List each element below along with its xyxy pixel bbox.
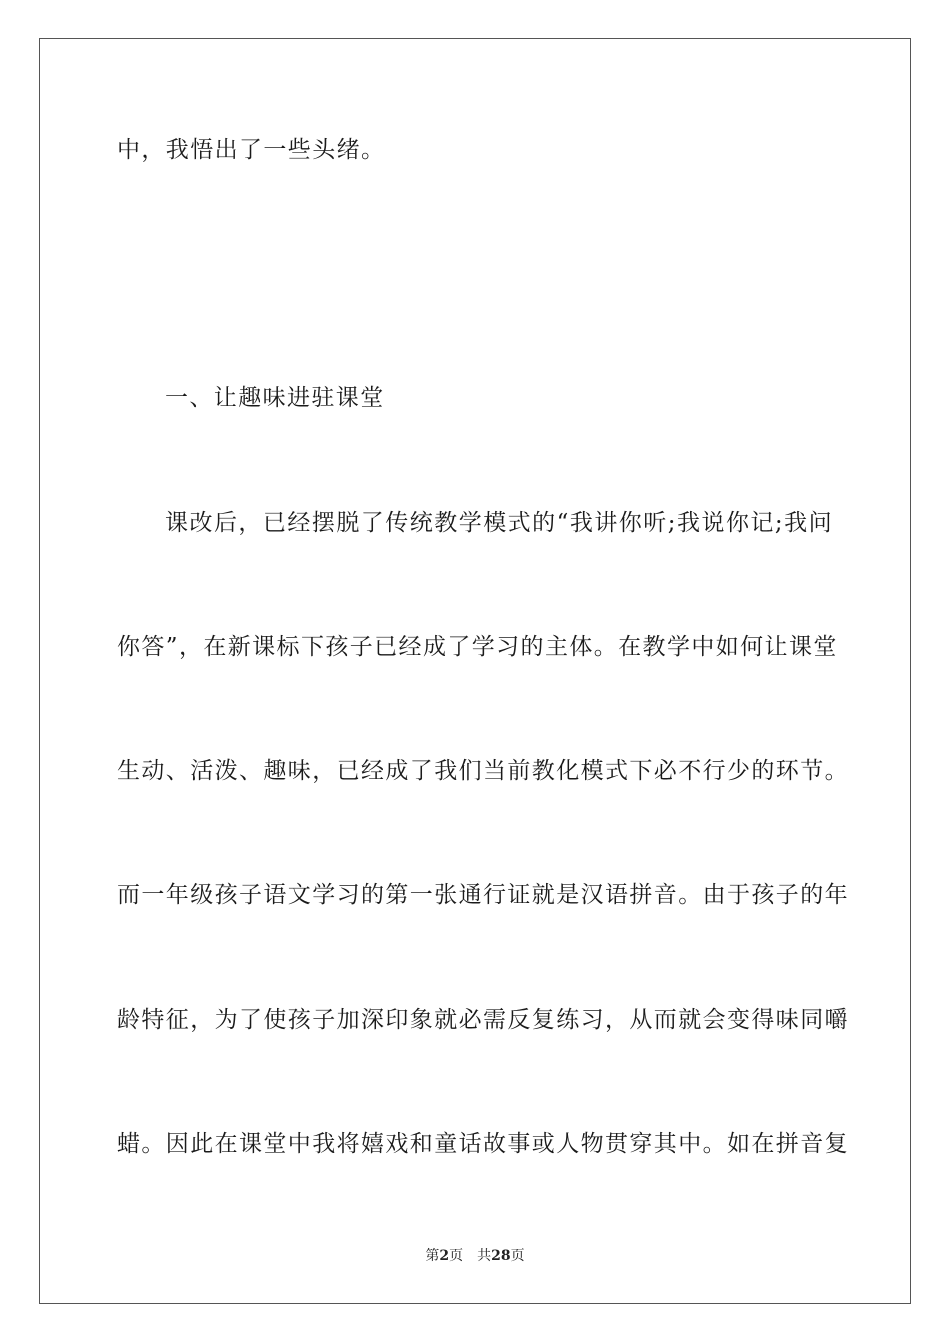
- footer-page-prefix: 第: [425, 1248, 440, 1264]
- page-footer: [0, 1247, 950, 1265]
- footer-page-number: 2: [439, 1248, 450, 1264]
- text-line-1: 中，我悟出了一些头绪。: [117, 137, 386, 163]
- footer-total-pages: 28: [491, 1248, 511, 1264]
- footer-total-suffix: 页: [510, 1248, 525, 1264]
- text-line-6: 而一年级孩子语文学习的第一张通行证就是汉语拼音。由于孩子的年: [117, 882, 849, 908]
- text-line-3: 课改后，已经摆脱了传统教学模式的“我讲你听;我说你记;我问: [165, 510, 833, 536]
- text-line-4: 你答”，在新课标下孩子已经成了学习的主体。在教学中如何让课堂: [117, 634, 838, 660]
- text-line-5: 生动、活泼、趣味，已经成了我们当前教化模式下必不行少的环节。: [117, 758, 849, 784]
- footer-total-prefix: 共: [477, 1248, 492, 1264]
- section-heading: 一、让趣味进驻课堂: [165, 385, 385, 411]
- text-line-7: 龄特征，为了使孩子加深印象就必需反复练习，从而就会变得味同嚼: [117, 1007, 849, 1033]
- page-frame: [39, 38, 911, 1304]
- text-line-8: 蜡。因此在课堂中我将嬉戏和童话故事或人物贯穿其中。如在拼音复: [117, 1131, 849, 1157]
- footer-page-suffix: 页: [449, 1248, 464, 1264]
